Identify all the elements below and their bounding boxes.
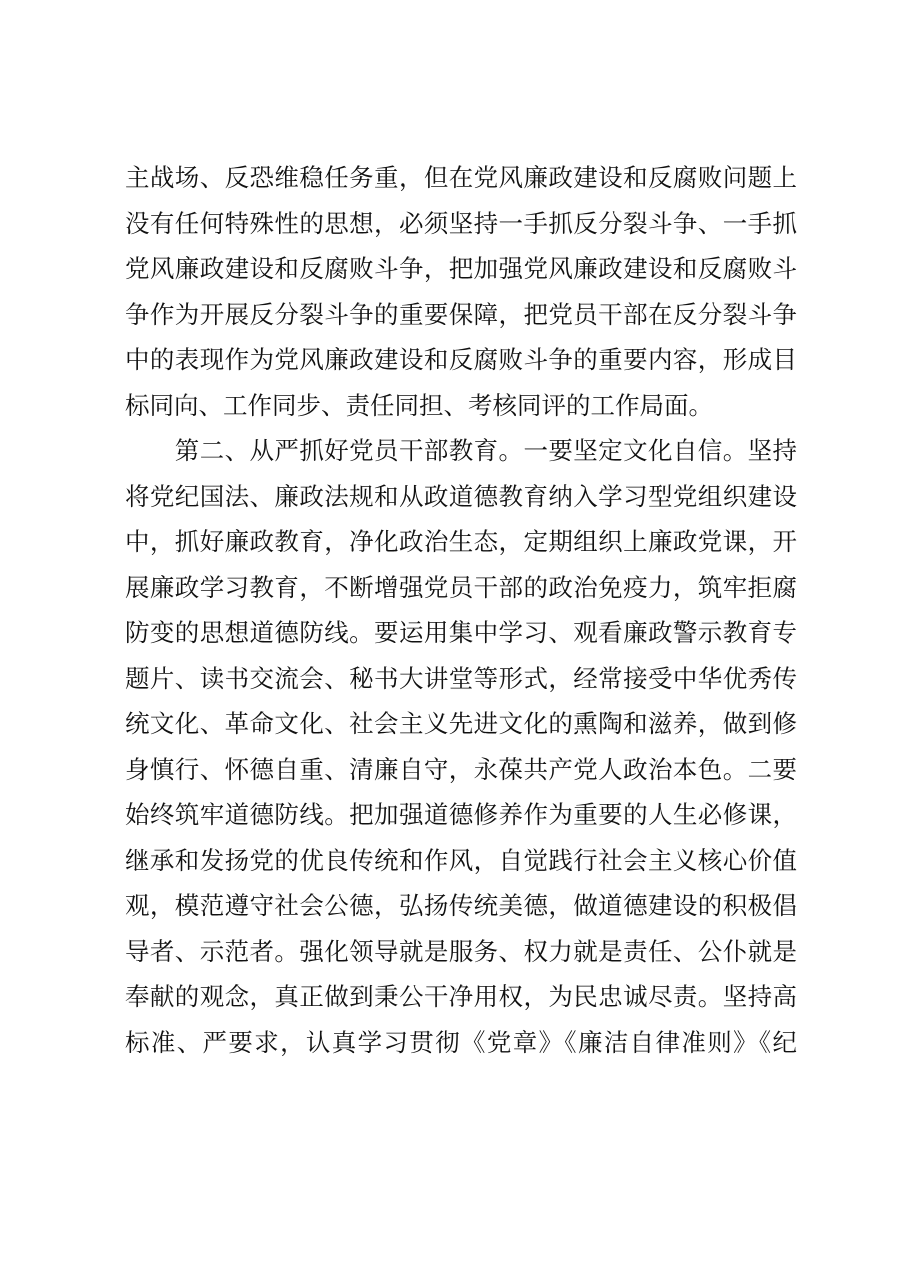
text-line: 第二、从严抓好党员干部教育。一要坚定文化自信。坚持 <box>125 436 797 465</box>
text-line: 党风廉政建设和反腐败斗争，把加强党风廉政建设和反腐败斗 <box>125 254 797 283</box>
text-line: 导者、示范者。强化领导就是服务、权力就是责任、公仆就是 <box>125 936 797 966</box>
text-line: 题片、读书交流会、秘书大讲堂等形式，经常接受中华优秀传 <box>125 663 797 693</box>
text-line: 防变的思想道德防线。要运用集中学习、观看廉政警示教育专 <box>125 618 797 647</box>
text-line: 统文化、革命文化、社会主义先进文化的熏陶和滋养，做到修 <box>125 709 797 738</box>
text-line: 展廉政学习教育，不断增强党员干部的政治免疫力，筑牢拒腐 <box>125 572 797 602</box>
body-text <box>125 155 797 1065</box>
text-line: 标准、严要求，认真学习贯彻《党章》《廉洁自律准则》《纪 <box>125 1027 797 1057</box>
text-line: 主战场、反恐维稳任务重，但在党风廉政建设和反腐败问题上 <box>125 163 797 192</box>
text-line: 标同向、工作同步、责任同担、考核同评的工作局面。 <box>125 390 713 420</box>
text-line: 争作为开展反分裂斗争的重要保障，把党员干部在反分裂斗争 <box>125 299 797 329</box>
text-line: 将党纪国法、廉政法规和从政道德教育纳入学习型党组织建设 <box>125 481 797 511</box>
text-line: 中的表现作为党风廉政建设和反腐败斗争的重要内容，形成目 <box>125 345 797 374</box>
text-line: 身慎行、怀德自重、清廉自守，永葆共产党人政治本色。二要 <box>125 754 797 784</box>
text-line: 继承和发扬党的优良传统和作风，自觉践行社会主义核心价值 <box>125 845 797 875</box>
text-line: 没有任何特殊性的思想，必须坚持一手抓反分裂斗争、一手抓 <box>125 208 797 238</box>
text-line: 中，抓好廉政教育，净化政治生态，定期组织上廉政党课，开 <box>125 527 797 556</box>
text-line: 观，模范遵守社会公德，弘扬传统美德，做道德建设的积极倡 <box>125 891 797 920</box>
text-line: 奉献的观念，真正做到秉公干净用权，为民忠诚尽责。坚持高 <box>125 982 797 1011</box>
text-line: 始终筑牢道德防线。把加强道德修养作为重要的人生必修课， <box>125 800 797 829</box>
